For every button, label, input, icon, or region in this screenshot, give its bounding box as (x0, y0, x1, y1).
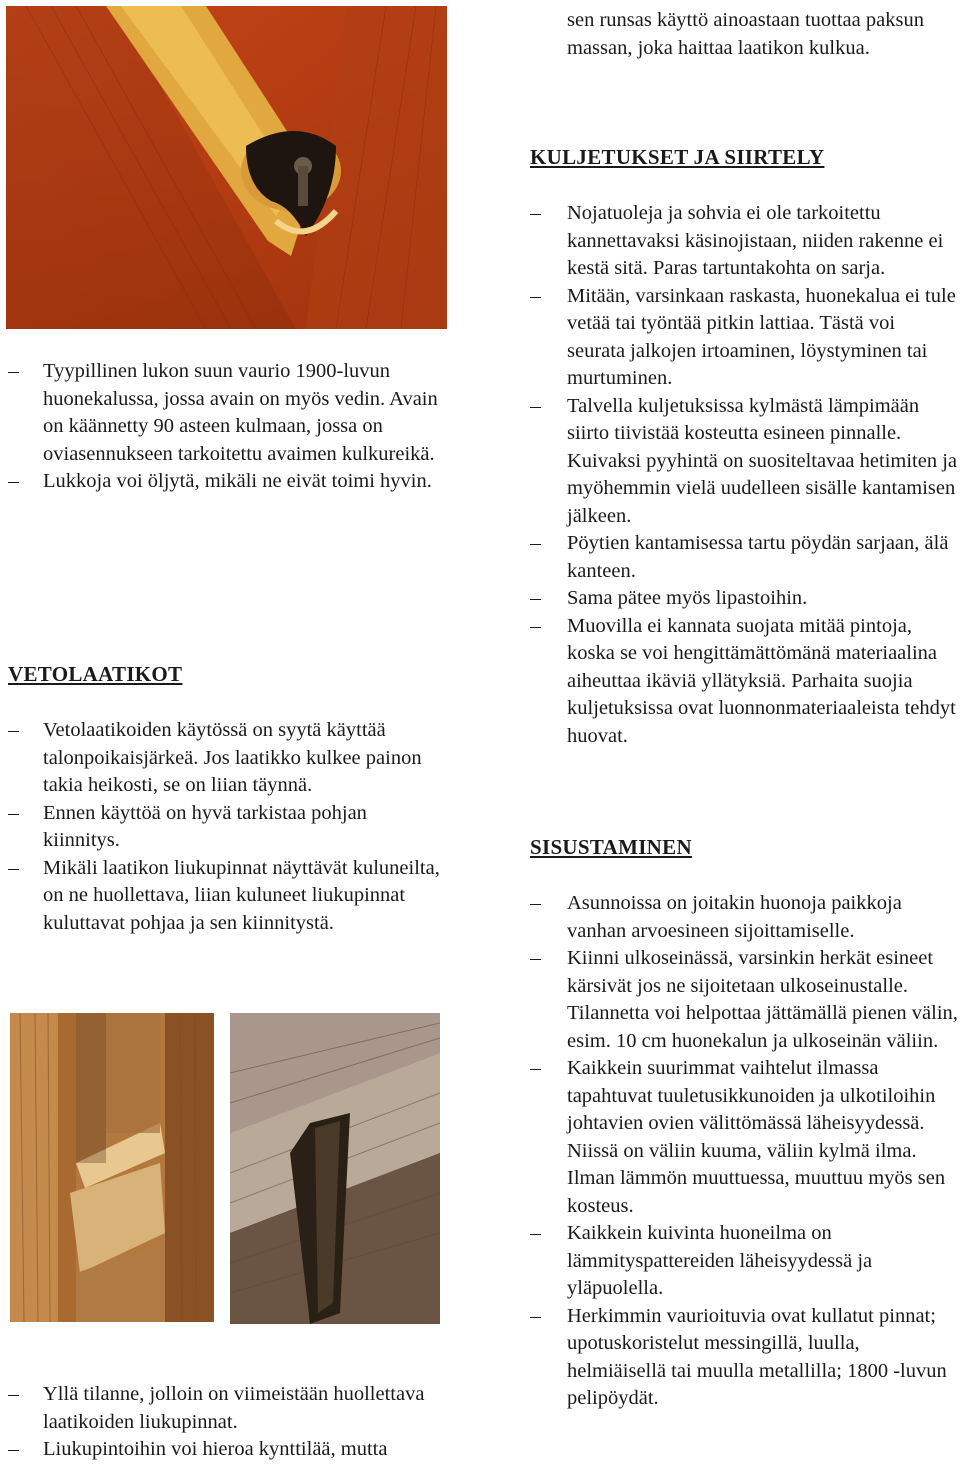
list-item: Herkimmin vaurioituvia ovat kullatut pinnat; upotuskoristelut messingillä, luulla, helmiäisellä tai muulla metallilla; 1800 -luvun pelipöydät. (530, 1303, 958, 1413)
list-item: Yllä tilanne, jolloin on viimeistään huollettava laatikoiden liukupinnat. (8, 1381, 448, 1436)
bottom-list (8, 1381, 448, 1464)
drawer-corner-photo (10, 1013, 214, 1322)
list-item: Talvella kuljetuksissa kylmästä lämpimään siirto tiivistää kosteutta esineen pinnalle. Kuivaksi pyyhintä on suositeltavaa hetimiten ja myöhemmin vielä uudelleen sisälle kantamisen jälkeen. (530, 393, 958, 531)
interior-heading: SISUSTAMINEN (530, 835, 692, 859)
drawers-heading: VETOLAATIKOT (8, 662, 183, 686)
list-item: Pöytien kantamisessa tartu pöydän sarjaan, älä kanteen. (530, 530, 958, 585)
list-item: Lukkoja voi öljytä, mikäli ne eivät toimi hyvin. (8, 468, 448, 496)
list-item: Sama pätee myös lipastoihin. (530, 585, 958, 613)
drawers-list-container (8, 717, 448, 937)
drawers-list (8, 717, 448, 937)
list-item: Tyypillinen lukon suun vaurio 1900-luvun huonekalussa, jossa avain on myös vedin. Avain on käännetty 90 asteen kulmaan, jossa on oviasennukseen tarkoitettu avaimen kulkureikä. (8, 358, 448, 468)
keyhole-damage-photo (6, 6, 447, 329)
lock-caption-list (8, 358, 448, 496)
list-item: Mitään, varsinkaan raskasta, huonekalua ei tule vetää tai työntää pitkin lattiaa. Tästä voi seurata jalkojen irtoaminen, löystyminen tai murtuminen. (530, 283, 958, 393)
list-item: Vetolaatikoiden käytössä on syytä käyttää talonpoikaisjärkeä. Jos laatikko kulkee painon takia heikosti, se on liian täynnä. (8, 717, 448, 800)
transport-list-container (530, 200, 958, 750)
lock-caption-list-container (8, 358, 448, 496)
transport-heading: KULJETUKSET JA SIIRTELY (530, 145, 825, 169)
list-item: Muovilla ei kannata suojata mitää pintoja, koska se voi hengittämättömänä materiaalina aiheuttaa ikäviä yllätyksiä. Parhaita suojia kuljetuksissa ovat luonnonmateriaaleista tehdyt huovat. (530, 613, 958, 751)
bottom-list-container (8, 1381, 448, 1464)
list-item: Nojatuoleja ja sohvia ei ole tarkoitettu kannettavaksi käsinojistaan, niiden rakenne ei kestä sitä. Paras tartuntakohta on sarja. (530, 200, 958, 283)
worn-runner-photo (230, 1013, 440, 1324)
list-item: Kiinni ulkoseinässä, varsinkin herkät esineet kärsivät jos ne sijoitetaan ulkoseinustalle. Tilannetta voi helpottaa jättämällä pienen välin, esim. 10 cm huonekalun ja ulkoseinän väliin. (530, 945, 958, 1055)
continued-paragraph: sen runsas käyttö ainoastaan tuottaa paksun massan, joka haittaa laatikon kulkua. (567, 9, 924, 59)
list-item: Asunnoissa on joitakin huonoja paikkoja vanhan arvoesineen sijoittamiselle. (530, 890, 958, 945)
interior-list (530, 890, 958, 1413)
list-item: Kaikkein suurimmat vaihtelut ilmassa tapahtuvat tuuletusikkunoiden ja ulkotiloihin johtavien ovien välittömässä läheisyydessä. Niissä on väliin kuuma, väliin kylmä ilma. Ilman lämmön muuttuessa, muuttuu myös sen kosteus. (530, 1055, 958, 1220)
list-item: Liukupintoihin voi hieroa kynttilää, mutta (8, 1436, 448, 1464)
interior-list-container (530, 890, 958, 1413)
list-item: Kaikkein kuivinta huoneilma on lämmityspattereiden läheisyydessä ja yläpuolella. (530, 1220, 958, 1303)
list-item: Mikäli laatikon liukupinnat näyttävät kuluneilta, on ne huollettava, liian kuluneet liukupinnat kuluttavat pohjaa ja sen kiinnitystä. (8, 855, 448, 938)
transport-list (530, 200, 958, 750)
continued-text-container (530, 7, 958, 62)
list-item: Ennen käyttöä on hyvä tarkistaa pohjan kiinnitys. (8, 800, 448, 855)
